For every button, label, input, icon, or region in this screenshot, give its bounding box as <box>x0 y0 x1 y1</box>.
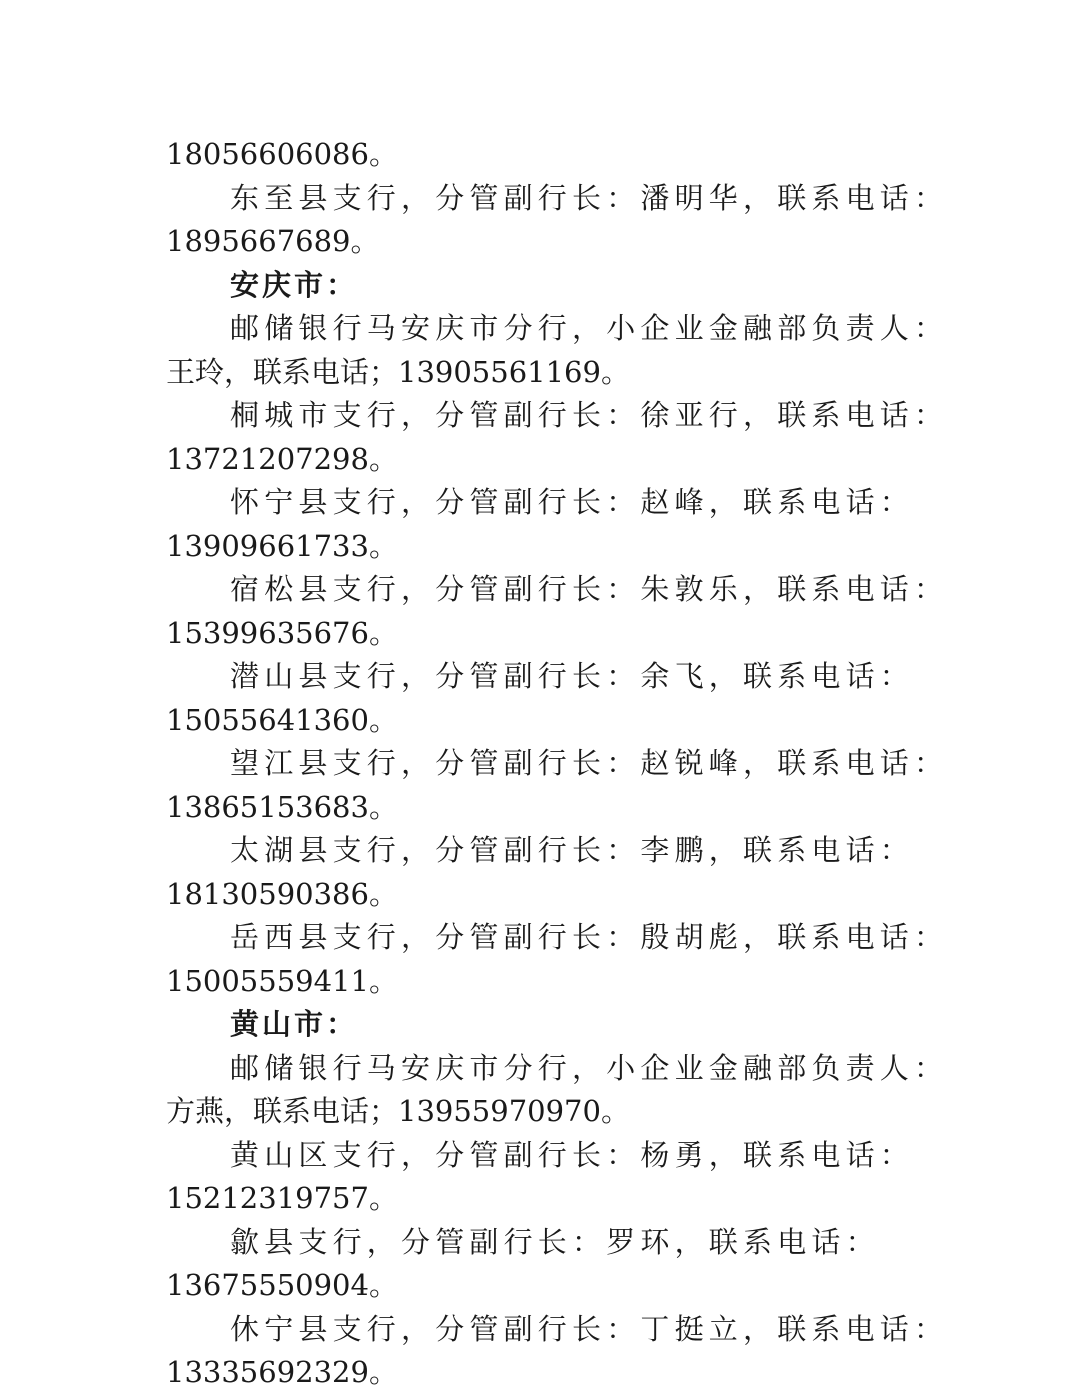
branch-entry-line: 邮储银行马安庆市分行，小企业金融部负责人： <box>230 311 949 345</box>
phone-line: 18130590386。 <box>166 876 398 911</box>
branch-entry-line: 东至县支行，分管副行长：潘明华，联系电话： <box>230 180 949 215</box>
contact-line: 王玲，联系电话；13905561169。 <box>166 354 630 389</box>
phone-line: 13865153683。 <box>166 789 398 824</box>
phone-line: 13335692329。 <box>166 1355 398 1389</box>
phone-line: 1895667689。 <box>166 224 380 258</box>
phone-line: 18056606086。 <box>166 137 398 171</box>
branch-entry-line: 潜山县支行，分管副行长：余飞，联系电话： <box>230 659 915 693</box>
phone-line: 13721207298。 <box>166 441 398 476</box>
city-heading-anqing: 安庆市： <box>230 267 359 302</box>
document-body <box>166 133 949 1395</box>
phone-line: 15005559411。 <box>166 963 398 998</box>
branch-entry-line: 宿松县支行，分管副行长：朱敦乐，联系电话： <box>230 572 949 606</box>
branch-entry-line: 怀宁县支行，分管副行长：赵峰，联系电话： <box>230 485 915 519</box>
phone-line: 15212319757。 <box>166 1181 398 1215</box>
branch-entry-line: 桐城市支行，分管副行长：徐亚行，联系电话： <box>230 398 949 432</box>
branch-entry-line: 休宁县支行，分管副行长：丁挺立，联系电话： <box>230 1311 949 1346</box>
phone-line: 13909661733。 <box>166 528 398 563</box>
branch-entry-line: 歙县支行，分管副行长：罗环，联系电话： <box>230 1224 880 1259</box>
branch-entry-line: 岳西县支行，分管副行长：殷胡彪，联系电话： <box>230 920 949 954</box>
phone-line: 15399635676。 <box>166 615 398 650</box>
branch-entry-line: 望江县支行，分管副行长：赵锐峰，联系电话： <box>230 746 949 780</box>
contact-line: 方燕，联系电话；13955970970。 <box>166 1094 630 1128</box>
phone-line: 13675550904。 <box>166 1268 398 1302</box>
branch-entry-line: 邮储银行马安庆市分行，小企业金融部负责人： <box>230 1050 949 1085</box>
branch-entry-line: 太湖县支行，分管副行长：李鹏，联系电话： <box>230 833 915 867</box>
city-heading-huangshan: 黄山市： <box>230 1007 359 1041</box>
phone-line: 15055641360。 <box>166 702 398 737</box>
branch-entry-line: 黄山区支行，分管副行长：杨勇，联系电话： <box>230 1137 915 1172</box>
